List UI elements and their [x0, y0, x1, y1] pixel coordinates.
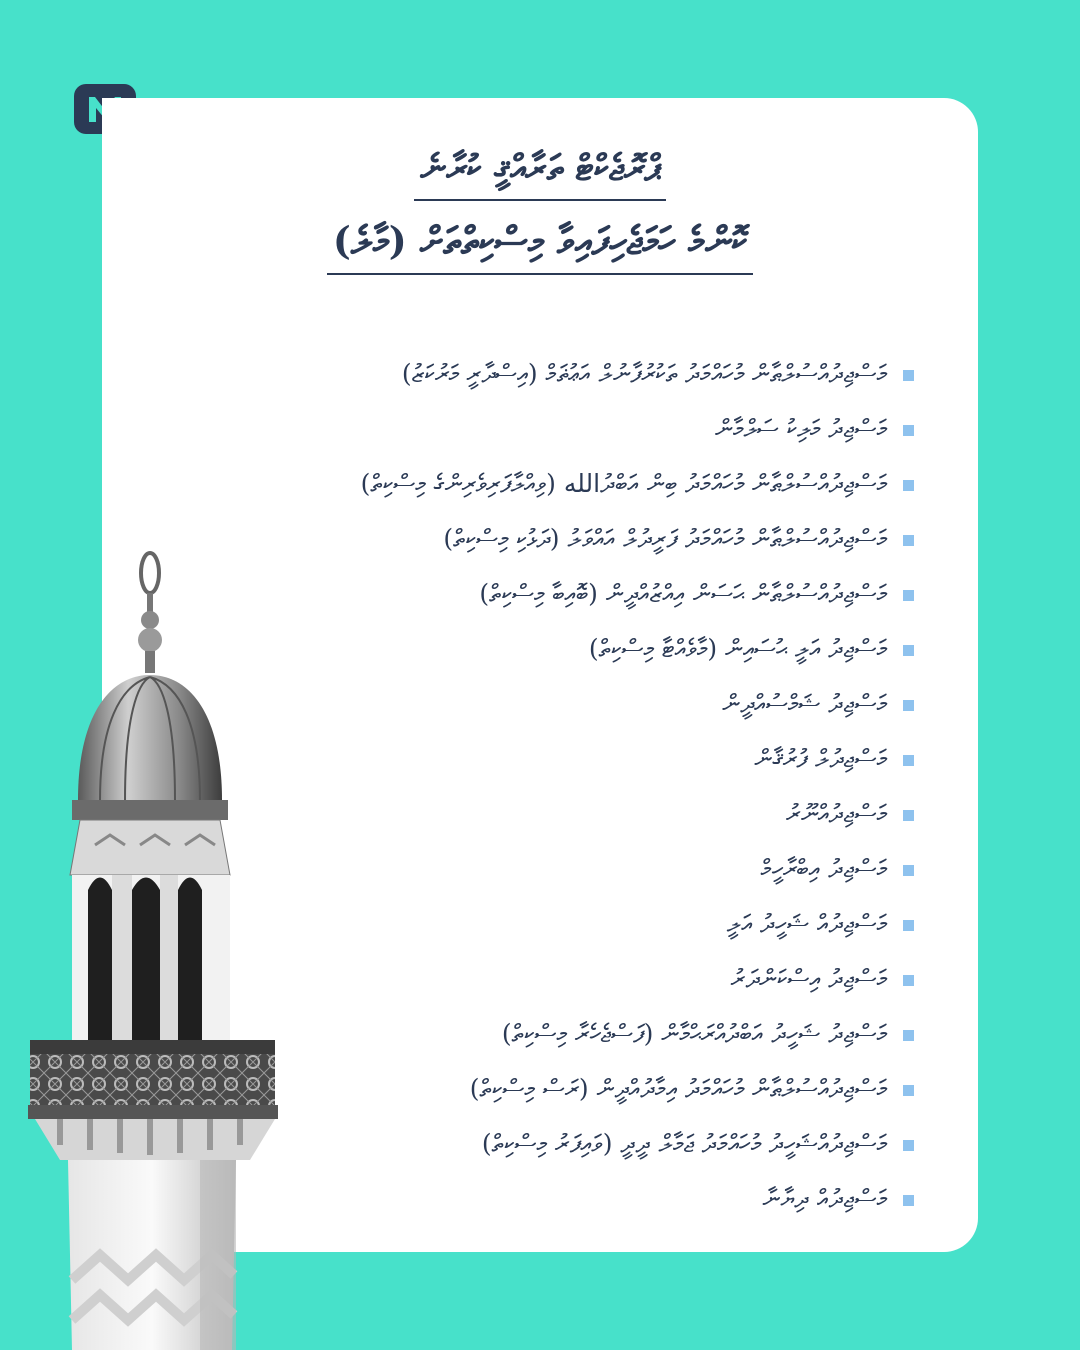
- list-item-text: މަސްޖިދު އަލީ ޙުސައިން (މާވެއްޓާ މިސްކިތް): [588, 633, 887, 663]
- list-item-text: މަސްޖިދުއް ޝަހީދު އަލީ: [726, 908, 887, 938]
- list-item-text: މަސްޖިދުލް ފުރުޤާން: [754, 743, 887, 773]
- bullet-square-icon: [903, 590, 914, 601]
- bullet-square-icon: [903, 535, 914, 546]
- list-item-text: މަސްޖިދުއްސުލްޠާން މުހައްމަދު ބިން އަބްދުالله (ވިއްލާފަރިވެރިންގެ މިސްކިތް): [360, 468, 887, 498]
- bullet-square-icon: [903, 1030, 914, 1041]
- list-item-text: މަސްޖިދުއްސުލްޠާން ޙަސަން އިއްޒުއްދީން (ބޮއިބާ މިސްކިތް): [479, 578, 887, 608]
- list-item: [174, 346, 914, 401]
- bullet-square-icon: [903, 975, 914, 986]
- list-item-text: މަސްޖިދު ޝަހީދު އަބްދުއްރަޙްމާން (ފަސްޖެހެރާ މިސްކިތް): [501, 1018, 887, 1048]
- list-item-text: މަސްޖިދުއް ދިޔާނާ: [762, 1183, 887, 1213]
- bullet-square-icon: [903, 425, 914, 436]
- bullet-square-icon: [903, 1195, 914, 1206]
- list-item-text: މަސްޖިދުއްސުލްޠާން މުހައްމަދު އިމާދުއްދީން (ރަސް މިސްކިތް): [469, 1073, 887, 1103]
- minaret-image: [0, 545, 290, 1350]
- bullet-square-icon: [903, 1085, 914, 1096]
- bullet-square-icon: [903, 700, 914, 711]
- bullet-square-icon: [903, 1140, 914, 1151]
- bullet-square-icon: [903, 755, 914, 766]
- bullet-square-icon: [903, 865, 914, 876]
- list-item-text: މަސްޖިދު އިބްރާހީމް: [760, 853, 887, 883]
- list-item-text: މަސްޖިދުއްޝަހީދު މުހައްމަދު ޖަމާލް ދީދީ (ވައިފަރު މިސްކިތް): [481, 1128, 887, 1158]
- list-item: [174, 456, 914, 511]
- page-title-line-1: ޕްރޮޖެކްޓް ތަރާއްޤީ ކުރާނެ: [414, 148, 665, 201]
- list-item-text: މަސްޖިދުއްސުލްޠާން މުހައްމަދު ތަކުރުފާނުލް އަޢުޡަމް (އިސްދާރީ މަރުކަޒު): [401, 358, 887, 388]
- list-item: [174, 401, 914, 456]
- list-item-text: މަސްޖިދުއްނޫރު: [786, 798, 887, 828]
- title-block: [102, 148, 978, 275]
- bullet-square-icon: [903, 645, 914, 656]
- list-item-text: މަސްޖިދުއްސުލްޠާން މުހައްމަދު ފަރީދުލް އައްވަލު (ދަޅުކި މިސްކިތް): [443, 523, 887, 553]
- bullet-square-icon: [903, 920, 914, 931]
- bullet-square-icon: [903, 810, 914, 821]
- list-item-text: މަސްޖިދު އިސްކަންދަރު: [730, 963, 887, 993]
- list-item-text: މަސްޖިދު މަލިކު ސަލްމާން: [715, 413, 887, 443]
- page-title-line-2: ކޮންމެ ހަމަޖެހިފައިވާ މިސްކިތްތަށް (މާލެ): [327, 219, 753, 275]
- list-item-text: މަސްޖިދު ޝަމްސުއްދީން: [722, 688, 887, 718]
- bullet-square-icon: [903, 480, 914, 491]
- bullet-square-icon: [903, 370, 914, 381]
